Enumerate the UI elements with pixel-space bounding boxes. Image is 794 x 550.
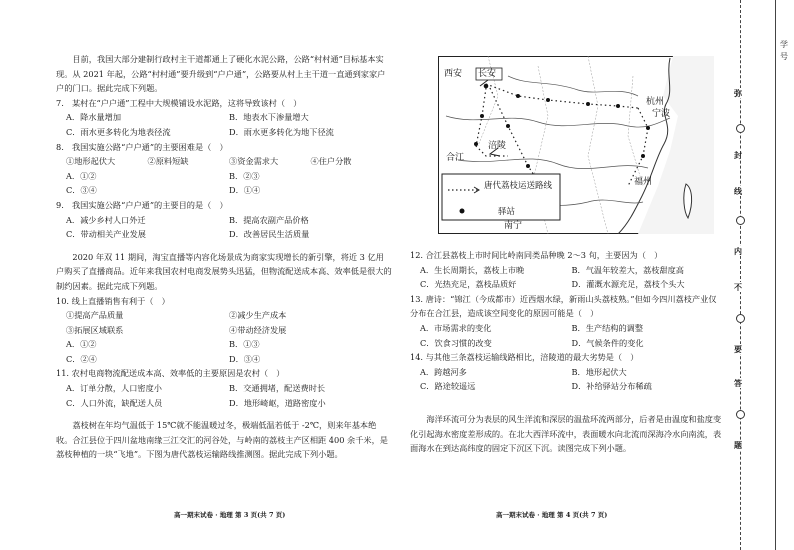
seal-line [740,0,741,550]
option-c: C．雨水更多转化为地表径流 [66,126,171,137]
page-3-footer: 高一期末试卷 · 地理 第 3 页(共 7 页) [174,511,286,519]
question-10-stem: 10. 线上直播销售有利于（ ） [56,295,170,306]
question-9-stem: 9. 我国实施公路“户户通”的主要目的是（ ） [56,199,228,210]
question-7-options-row-2 [56,125,392,140]
city-label: 合江 [446,153,465,163]
question-8-items [56,154,392,169]
item: ②原料短缺 [147,156,189,167]
option-b: B．地形起伏大 [571,366,627,377]
hole-circle [736,410,745,419]
option-d: D．③④ [229,353,261,364]
question-13-stem: 13. 唐诗：“锦江（今成都市）近西烟水绿，新雨山头荔枝熟。”但如今四川荔枝产业仅分布在合江县，造成该空间变化的原因可能是（ ） [410,293,717,319]
seal-char: 线 [734,186,742,196]
option-d: D．改善居民生活质量 [229,229,310,240]
question-13-options-row-1 [410,321,723,336]
seal-char: 弥 [734,88,742,98]
item: ①提高产品质量 [66,310,124,321]
item: ③拓展区域联系 [66,324,124,335]
question-14-options-row-1 [410,365,723,380]
question-10-items-row-2 [56,323,392,338]
intro-paragraph-4: 海洋环流可分为表层的风生洋流和深层的温盐环流两部分，后者是由温度和盐度变化引起海水密度差形成的。在北大西洋环流中，表面暖水向北流而深海冷水向南流，表面海水在到达高纬度的固定下沉区下沉。读图完成下列小题。 [410,413,722,454]
hole-circle [736,124,745,133]
city-label: 长安 [478,69,497,79]
option-b: B．交通拥堵，配送费时长 [229,383,326,394]
legend-station-label: 驿站 [498,207,516,217]
city-label: 涪陵 [488,141,507,151]
city-label: 南宁 [504,221,523,231]
item: ③资金需求大 [229,156,279,167]
option-c: C．光热充足，荔枝品质好 [420,279,517,290]
hole-circle [736,314,745,323]
option-c: C．③④ [66,185,97,196]
question-11-options-row-1 [56,381,392,396]
option-d: D．灌溉水源充足，荔枝个头大 [571,279,685,290]
option-a: A．降水量增加 [66,112,122,123]
seal-char: 不 [734,282,742,292]
option-b: B．生产结构的调整 [571,322,644,333]
city-label: 宁波 [652,109,671,119]
question-7-options-row-1 [56,110,392,125]
option-d: D．①④ [229,185,261,196]
option-c: C．带动相关产业发展 [66,229,146,240]
question-14-options-row-2 [410,379,723,394]
side-label: 号 [780,52,788,61]
option-d: D．地形崎岖，道路密度小 [229,397,326,408]
intro-paragraph-3: 荔枝树在年均气温低于 15℃就不能温暖过冬，极端低温若低于 -2℃，则来年基本绝收。合江县位于四川盆地南缘三江交汇的河谷处，与岭南的荔枝主产区相距 400 余千米，是荔枝种植的一块“飞地”。下图为唐代荔枝运输路线推测图。据此完成下列小题。 [56,420,388,460]
question-11-options-row-2 [56,396,392,411]
seal-char: 内 [734,246,742,256]
hole-circle [736,216,745,225]
page-4-column [410,248,723,456]
city-label: 杭州 [646,97,665,107]
question-13-options-row-2 [410,336,723,351]
option-c: C．路途较遥远 [420,381,476,392]
binding-strip [726,0,794,550]
page-4-footer: 高一期末试卷 · 地理 第 4 页(共 7 页) [496,511,608,519]
lychee-route-map [438,56,714,234]
intro-paragraph-2: 2020 年双 11 期间，淘宝直播等内容化场景成为商家实现增长的新引擎，将近 3 亿用户购买了直播商品。近年来我国农村电商发展势头迅猛，但物流配送成本高、效率低是很大的制约因素。据此完成下列题。 [56,251,392,291]
page-4 [400,0,725,550]
option-d: D．补给驿站分布稀疏 [571,381,652,392]
option-b: B．①③ [229,339,260,350]
question-8-options-row-1 [56,169,392,184]
option-a: A．生长周期长，荔枝上市晚 [420,264,525,275]
page-3-column [56,52,392,462]
option-b: B．②③ [229,170,260,181]
question-12-options-row-1 [410,263,723,278]
option-b: B．气温年较差大，荔枝甜度高 [571,264,684,275]
question-9-options-row-1 [56,213,392,228]
item: ②减少生产成本 [229,310,287,321]
question-10-options-row-2 [56,352,392,367]
option-d: D．气候条件的变化 [571,337,644,348]
option-a: A．跨越河多 [420,366,467,377]
question-7-stem: 7. 某村在“户户通”工程中大规模铺设水泥路，这将导致该村（ ） [56,97,302,108]
seal-char: 答 [734,378,742,388]
question-14-stem: 14. 与其他三条荔枝运输线路相比，涪陵道的最大劣势是（ ） [410,352,639,363]
question-8-options-row-2 [56,183,392,198]
option-d: D．雨水更多转化为地下径流 [229,126,334,137]
option-a: A．①② [66,339,97,350]
item: ④住户分散 [310,156,352,167]
option-c: C．人口外流，缺配送人员 [66,397,163,408]
legend-route-label: 唐代荔枝运送路线 [484,181,553,191]
seal-char: 封 [734,150,742,160]
question-10-items-row-1 [56,308,392,323]
option-a: A．①② [66,170,97,181]
side-label: 学 [780,40,788,49]
seal-char: 题 [734,440,742,450]
option-c: C．②④ [66,353,97,364]
binding-line [775,0,776,550]
city-label: 西安 [444,69,463,79]
city-label: 福州 [634,177,653,187]
option-a: A．市场需求的变化 [420,322,492,333]
intro-paragraph-1: 目前，我国大部分建制行政村主干道都通上了硬化水泥公路，公路“村村通”目标基本实现。从 2021 年起，公路“村村通”要升级到“户户通”，公路要从村上主干道一直通到家家户户的门口。据此完成下列题。 [56,54,386,94]
question-12-stem: 12. 合江县荔枝上市时间比岭南同类品种晚 2～3 旬，主要因为（ ） [410,250,663,260]
question-9-options-row-2 [56,227,392,242]
option-b: B．地表水下渗量增大 [229,112,309,123]
option-a: A．订单分散，人口密度小 [66,383,162,394]
item: ①地形起伏大 [66,156,116,167]
option-c: C．饮食习惯的改变 [420,337,492,348]
question-10-options-row-1 [56,337,392,352]
option-b: B．提高农副产品价格 [229,214,309,225]
question-11-stem: 11. 农村电商物流配送成本高、效率低的主要原因是农村（ ） [56,368,285,379]
question-12-options-row-2 [410,277,723,292]
question-8-stem: 8. 我国实施公路“户户通”的主要困难是（ ） [56,141,228,152]
item: ④带动经济发展 [229,324,287,335]
option-a: A．减少乡村人口外迁 [66,214,146,225]
seal-char: 要 [734,344,742,354]
